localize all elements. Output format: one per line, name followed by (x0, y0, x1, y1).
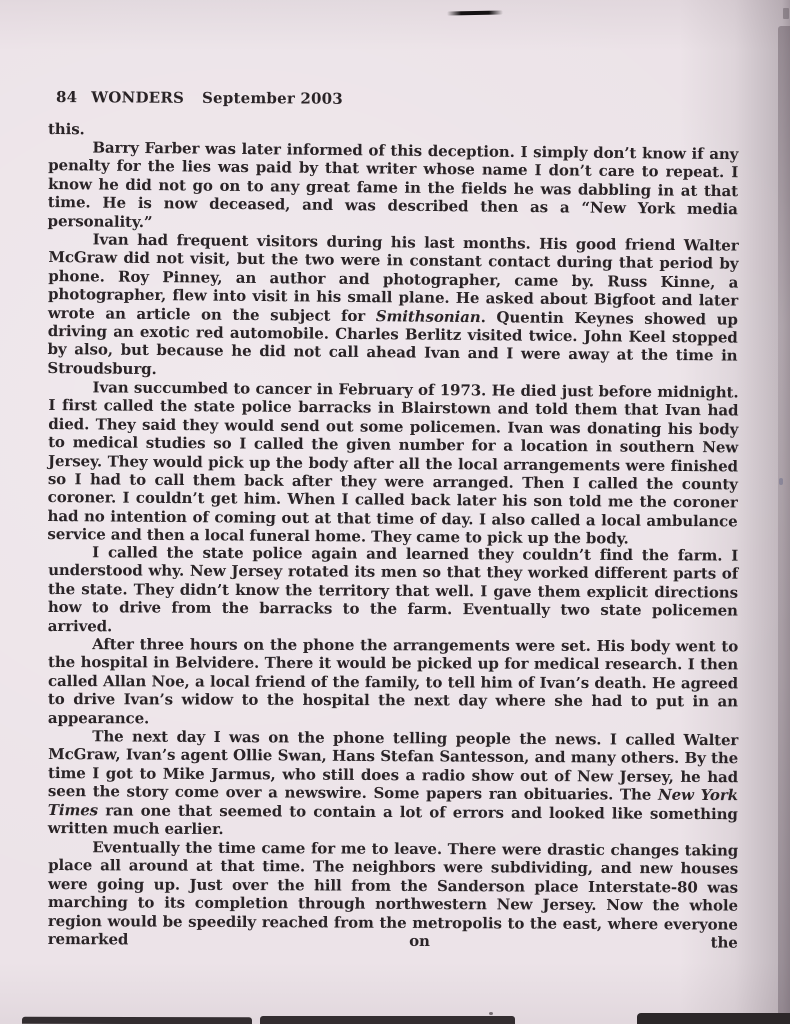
scan-smudge-top (447, 10, 503, 15)
paragraph-3 (47, 378, 738, 549)
page-number: 84 (55, 88, 78, 107)
paragraph-1 (48, 138, 739, 237)
issue-date: September 2003 (201, 88, 344, 108)
scan-mark-top-right (783, 8, 789, 19)
page-body (47, 120, 739, 952)
italic-text: New York Times (47, 786, 739, 820)
paragraph-6 (48, 727, 739, 842)
scan-dot-bottom (489, 1012, 493, 1015)
body-text: . Quentin Keynes showed up driving an exotic red automobile. Charles Berlitz visited twice. John Keel stopped by also, but because he did not call ahead Ivan and I were away at the time in Stroudsburg. (47, 308, 738, 379)
scan-bar-bottom-2 (260, 1016, 515, 1024)
body-text: Ivan succumbed to cancer in February of 1973. He died just before midnight. I first called the state police barracks in Blairstown and told them that Ivan had died. They said they would send out some policemen. Ivan was donating his body to medical studies so I called the given number for a location in southern New Jersey. They would pick up the body after all the local arrangements were finished so I had to call them back after they were arranged. Then I called the county coroner. I couldn’t get him. When I called back later his son told me the coroner had no intention of coming out at that time of day. I also called a local ambulance service and then a local funeral home. They came to pick up the body. (47, 378, 739, 548)
scan-speck (779, 478, 783, 485)
italic-text: Smithsonian (375, 307, 481, 327)
body-text: Eventually the time came for me to leave. There were drastic changes taking place all around at that time. The neighbors were subdividing, and new houses were going up. Just over the hill from the Sanderson place Interstate-80 was marching to its completion through northwestern New Jersey. Now the whole region would be speedily reached from the metropolis to the east, where everyone remarked on the (47, 838, 739, 952)
body-text: The next day I was on the phone telling people the news. I called Walter McGraw, Ivan’s agent Ollie Swan, Hans Stefan Santesson, and many others. By the time I got to Mike Jarmus, who still does a radio show out of New Jersey, he had seen the story come over a newswire. Some papers ran obituaries. The (47, 727, 739, 805)
body-text: Barry Farber was later informed of this deception. I simply don’t know if any penalty for the lies was paid by that writer whose name I don’t care to repeat. I know he did not go on to any great fame in the fields he was dabbling in at that time. He is now deceased, and was described then as a “New York media personality.” (47, 138, 739, 232)
body-text: ran one that seemed to contain a lot of errors and looked like something written much earlier. (47, 801, 738, 839)
magazine-title: WONDERS (91, 88, 185, 107)
scan-bar-bottom-3 (637, 1013, 790, 1024)
body-text: After three hours on the phone the arrangements were set. His body went to the hospital in Belvidere. There it would be picked up for medical research. I then called Allan Noe, a local friend of the family, to tell him of Ivan’s death. He agreed to drive Ivan’s widow to the hospital the next day where she had to put in an appearance. (47, 635, 739, 728)
paragraph-2 (47, 230, 738, 384)
paragraph-4 (48, 543, 738, 639)
paragraph-7 (48, 838, 739, 952)
page-edge-shadow (778, 26, 790, 1024)
body-text: Ivan had frequent visitors during his last months. His good friend Walter McGraw did not visit, but the two were in constant contact during that period by phone. Roy Pinney, an author and photographer, came by. Russ Kinne, a photographer, flew into visit in his small plane. He asked about Bigfoot and later wrote an article on the subject for (47, 230, 739, 326)
scan-bar-bottom-1 (22, 1017, 252, 1024)
body-text: I called the state police again and learned they couldn’t find the farm. I understood why. New Jersey rotated its men so that they worked different parts of the state. They didn’t know the territory that well. I gave them explicit directions how to drive from the barracks to the farm. Eventually two state policemen arrived. (47, 543, 739, 636)
paragraph-5 (48, 635, 738, 729)
running-header (56, 88, 343, 108)
body-text: this. (47, 120, 85, 139)
